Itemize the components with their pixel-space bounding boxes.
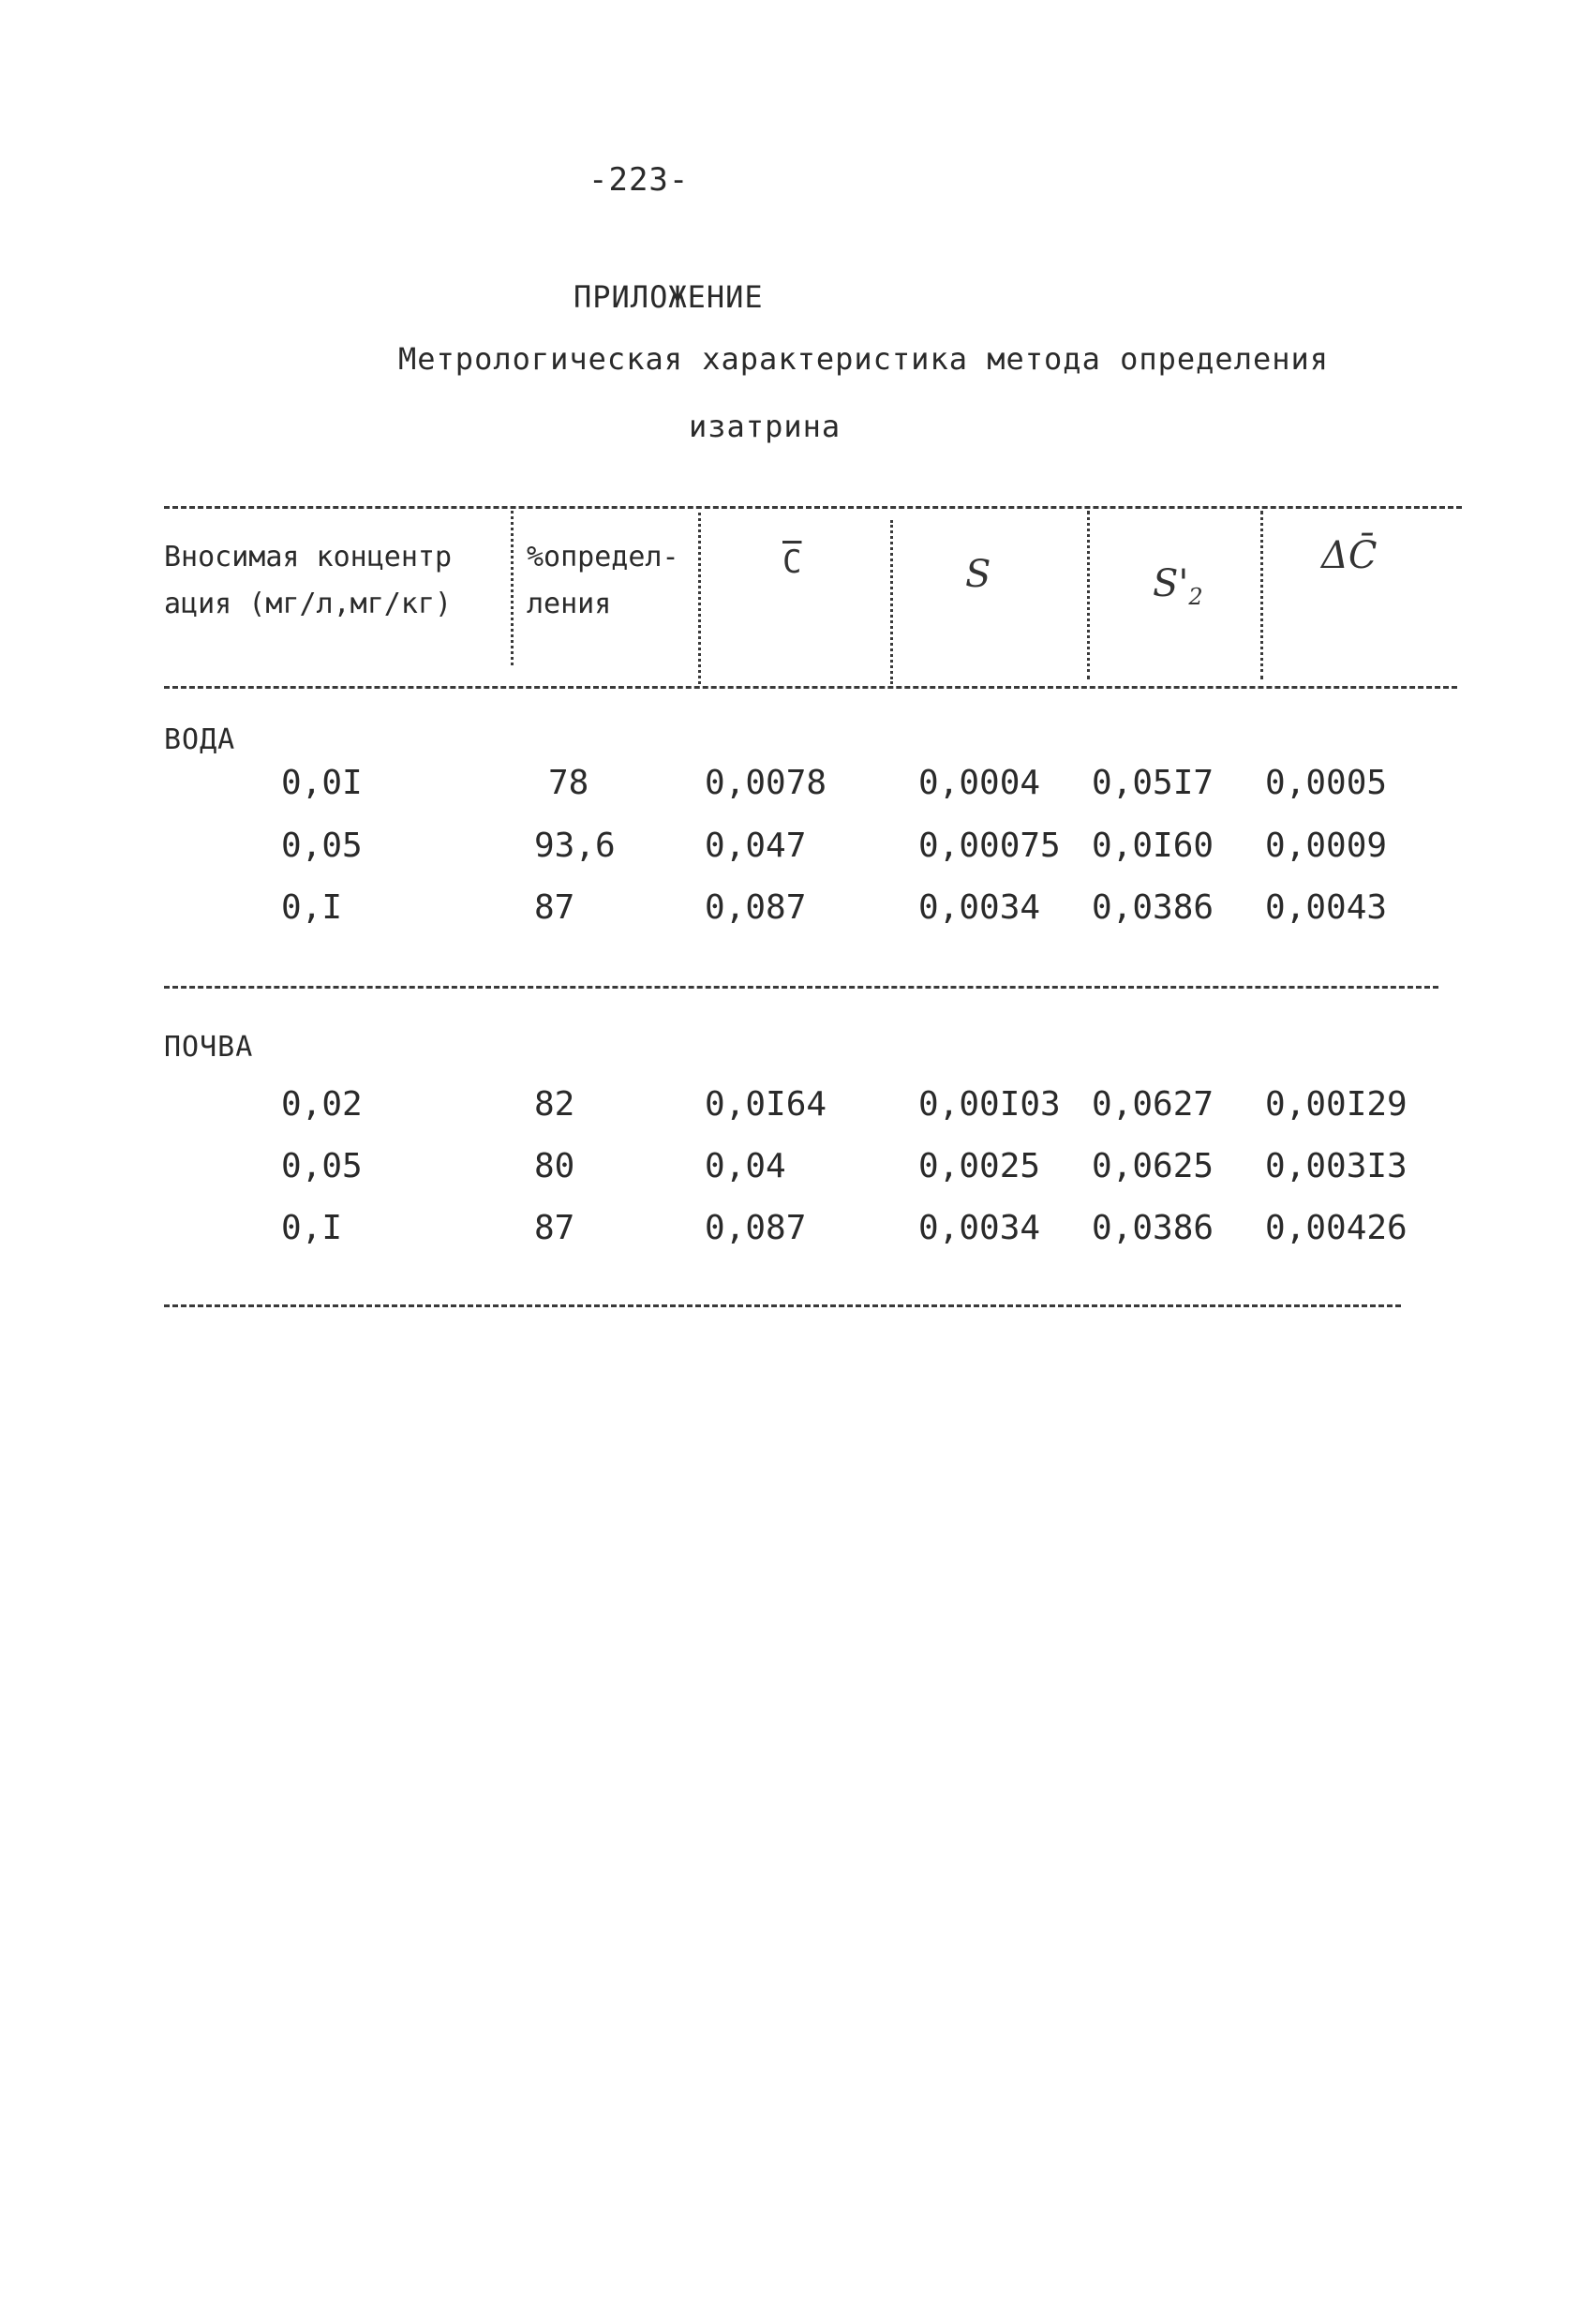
header-delta-c: ΔC̄: [1321, 534, 1378, 577]
cell-mean-c: 0,087: [705, 888, 807, 927]
section-label-water: ВОДА: [164, 723, 236, 756]
cell-concentration: 0,02: [281, 1085, 363, 1124]
cell-concentration: 0,I: [281, 1209, 343, 1247]
header-concentration-line2: ация (мг/л,мг/кг): [164, 588, 453, 620]
cell-std-s: 0,0034: [918, 1209, 1041, 1247]
cell-rel-std-s2: 0,0386: [1092, 888, 1214, 927]
cell-mean-c: 0,047: [705, 827, 807, 865]
section-divider-rule: [164, 986, 1438, 989]
header-mean-c: $\overline{C}$: [782, 544, 802, 581]
cell-mean-c: 0,04: [705, 1147, 786, 1185]
cell-mean-c: 0,0I64: [705, 1085, 827, 1124]
cell-std-s: 0,0004: [918, 764, 1041, 802]
header-separator-3: [890, 520, 893, 684]
section-label-soil: ПОЧВА: [164, 1031, 254, 1064]
cell-rel-std-s2: 0,0625: [1092, 1147, 1214, 1185]
cell-rel-std-s2: 0,05I7: [1092, 764, 1214, 802]
page-number: -223-: [588, 161, 690, 199]
cell-delta-c: 0,00I29: [1265, 1085, 1408, 1124]
cell-rel-std-s2: 0,0I60: [1092, 827, 1214, 865]
cell-std-s: 0,0034: [918, 888, 1041, 927]
table-bottom-rule: [164, 1304, 1401, 1307]
cell-std-s: 0,0025: [918, 1147, 1041, 1185]
cell-delta-c: 0,003I3: [1265, 1147, 1408, 1185]
header-separator-2: [698, 506, 701, 684]
cell-concentration: 0,05: [281, 827, 363, 865]
cell-concentration: 0,I: [281, 888, 343, 927]
cell-percent: 87: [534, 888, 575, 927]
cell-percent: 80: [534, 1147, 575, 1185]
header-rel-std-s2: [1153, 562, 1203, 610]
cell-rel-std-s2: 0,0627: [1092, 1085, 1214, 1124]
cell-std-s: 0,00075: [918, 827, 1061, 865]
appendix-title: ПРИЛОЖЕНИЕ: [574, 279, 764, 315]
cell-delta-c: 0,0043: [1265, 888, 1388, 927]
cell-percent: 78: [548, 764, 589, 802]
cell-delta-c: 0,0005: [1265, 764, 1388, 802]
header-separator-4: [1087, 511, 1090, 679]
header-percent-determination: [527, 534, 679, 628]
header-s2-subscript: 2: [1188, 584, 1203, 610]
table-caption-continuation: изатрина: [689, 409, 842, 444]
header-std-s: S: [965, 553, 991, 596]
header-bottom-rule: [164, 686, 1457, 689]
header-s2-main: S': [1153, 562, 1189, 605]
cell-std-s: 0,00I03: [918, 1085, 1061, 1124]
table-caption: Метрологическая характеристика метода определения: [398, 341, 1330, 377]
header-concentration: [164, 534, 452, 628]
header-separator-1: [511, 506, 514, 665]
cell-rel-std-s2: 0,0386: [1092, 1209, 1214, 1247]
cell-concentration: 0,0I: [281, 764, 363, 802]
cell-delta-c: 0,00426: [1265, 1209, 1408, 1247]
cell-delta-c: 0,0009: [1265, 827, 1388, 865]
header-separator-5: [1260, 511, 1263, 679]
cell-percent: 93,6: [534, 827, 616, 865]
header-percent-line2: ления: [527, 588, 612, 620]
cell-mean-c: 0,0078: [705, 764, 827, 802]
header-concentration-line1: Вносимая концентр: [164, 541, 453, 574]
cell-mean-c: 0,087: [705, 1209, 807, 1247]
cell-percent: 87: [534, 1209, 575, 1247]
cell-percent: 82: [534, 1085, 575, 1124]
cell-concentration: 0,05: [281, 1147, 363, 1185]
header-percent-line1: %определ-: [527, 541, 679, 574]
header-top-rule: [164, 506, 1462, 509]
